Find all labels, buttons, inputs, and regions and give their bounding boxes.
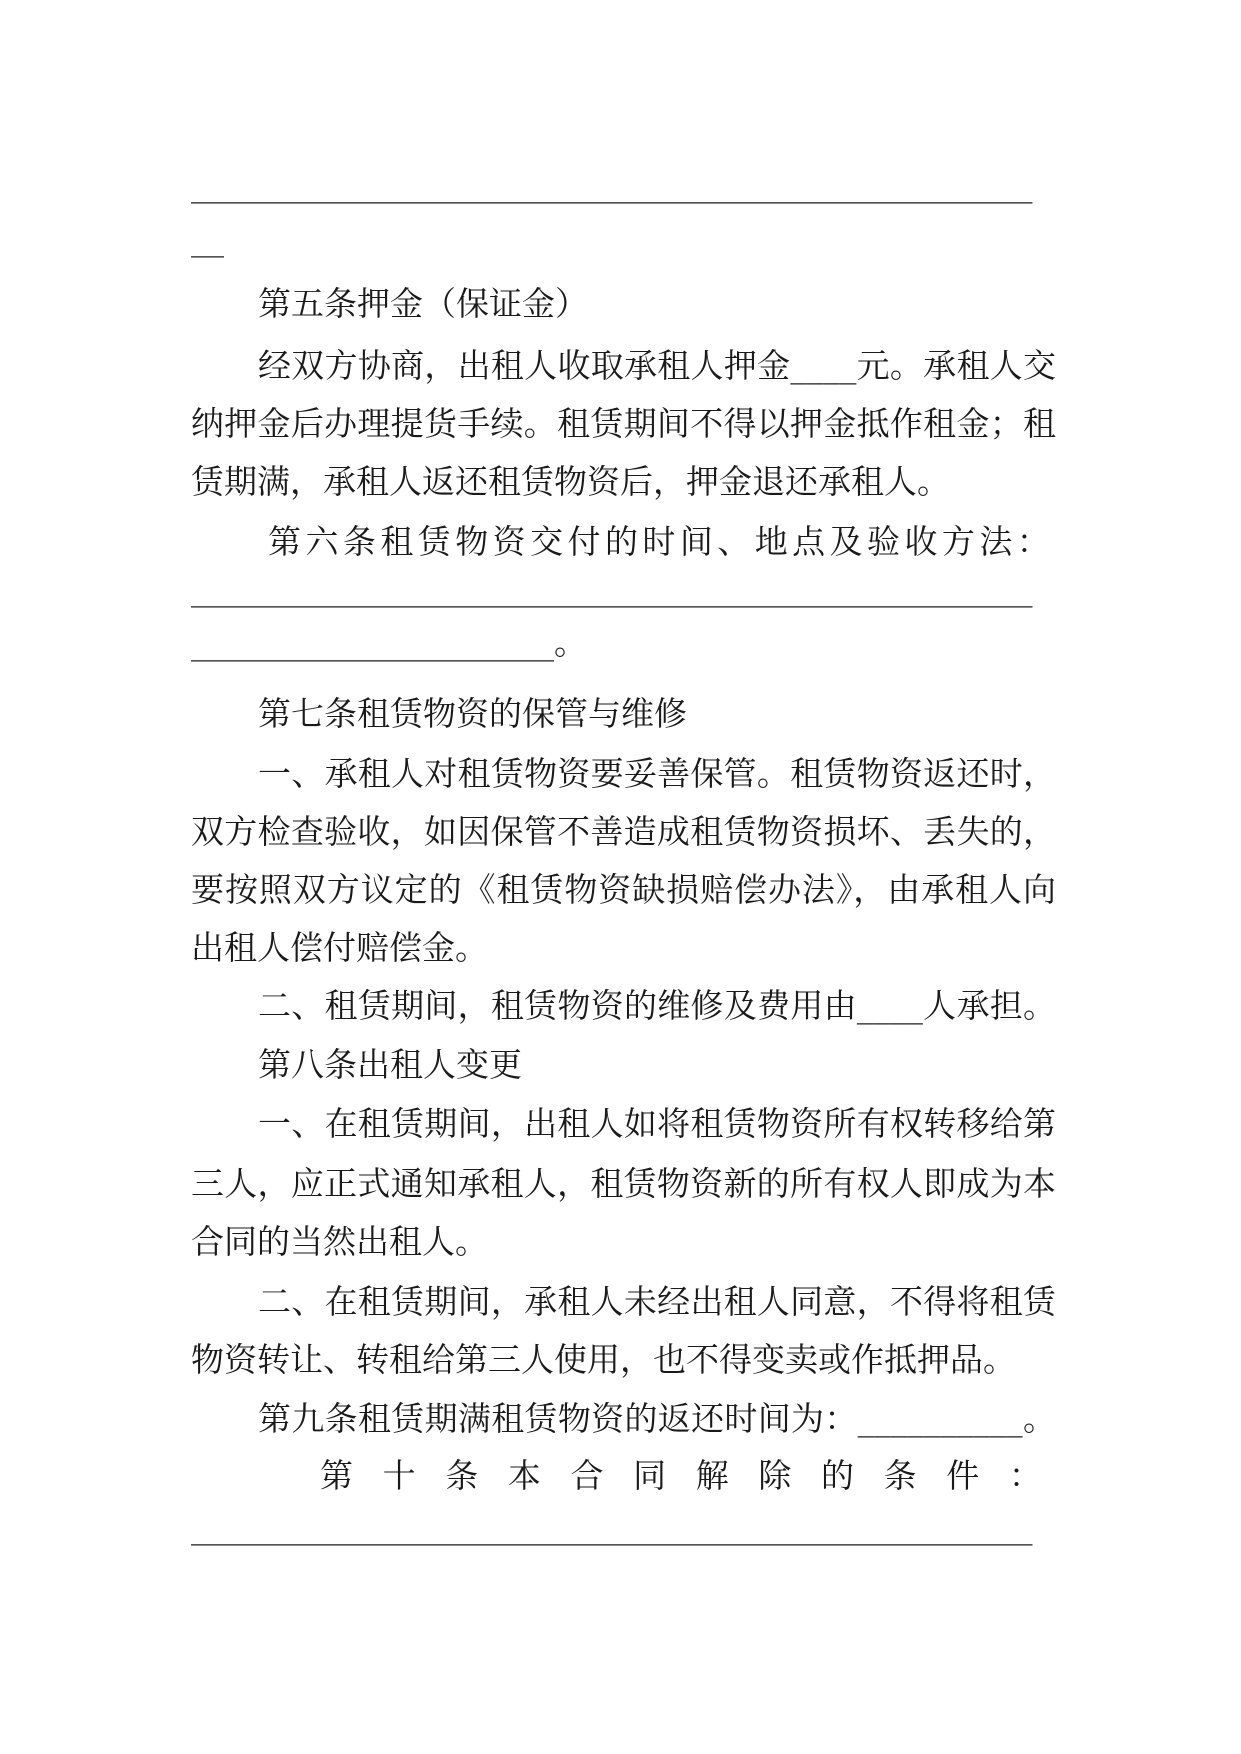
heading-char: 本 [507, 1456, 541, 1495]
heading-char: 物 [455, 522, 489, 561]
article-8-clause-2-line: 二、在租赁期间，承租人未经出租人同意，不得将租赁 [258, 1282, 1056, 1321]
heading-char: 点 [792, 522, 826, 561]
heading-char: 条 [445, 1456, 479, 1495]
heading-char: 验 [867, 522, 900, 561]
article-7-clause-1-line: 要按照双方议定的《租赁物资缺损赔偿办法》，由承租人向 [191, 870, 1056, 909]
heading-char: 的 [604, 522, 638, 561]
heading-char: ： [1008, 1456, 1042, 1495]
article-7-clause-1-line: 出租人偿付赔偿金。 [191, 928, 488, 967]
heading-char: 方 [941, 522, 975, 561]
article-5-heading: 第五条押金（保证金） [258, 284, 588, 323]
heading-char: 交 [530, 522, 564, 561]
article-7-heading: 第七条租赁物资的保管与维修 [258, 694, 687, 733]
heading-char: 第 [268, 522, 301, 561]
heading-char: 收 [904, 522, 938, 561]
heading-char: 的 [821, 1456, 854, 1495]
heading-char: 除 [758, 1456, 792, 1495]
blank-rule-continuation: __ [191, 219, 224, 258]
article-6-blank-tail: ______________________。 [191, 623, 587, 662]
heading-char: ： [1016, 522, 1050, 561]
heading-char: 法 [979, 522, 1013, 561]
article-8-heading: 第八条出租人变更 [258, 1045, 522, 1084]
heading-char: 赁 [417, 522, 451, 561]
article-10-heading [320, 1447, 1042, 1505]
article-5-body-line: 经双方协商，出租人收取承租人押金____元。承租人交 [258, 346, 1056, 385]
article-8-clause-1-line: 一、在租赁期间，出租人如将租赁物资所有权转移给第 [258, 1104, 1056, 1143]
heading-char: 付 [567, 522, 601, 561]
heading-char: 十 [382, 1456, 416, 1495]
heading-char: 条 [883, 1456, 917, 1495]
heading-char: 六 [305, 522, 339, 561]
heading-char: 及 [829, 522, 863, 561]
article-5-body-line: 赁期满，承租人返还租赁物资后，押金退还承租人。 [191, 462, 950, 501]
article-8-clause-1-line: 合同的当然出租人。 [191, 1222, 488, 1261]
article-5-body-line: 纳押金后办理提货手续。租赁期间不得以押金抵作租金；租 [191, 404, 1056, 443]
article-8-clause-1-line: 三人，应正式通知承租人，租赁物资新的所有权人即成为本 [191, 1164, 1056, 1203]
heading-char: 第 [320, 1456, 353, 1495]
article-7-clause-1-line: 一、承租人对租赁物资要妥善保管。租赁物资返还时， [258, 754, 1056, 793]
heading-char: 条 [342, 522, 376, 561]
article-10-blank-rule: ___________________________________________________ [191, 1507, 1033, 1546]
heading-char: 租 [380, 522, 414, 561]
heading-char: 同 [633, 1456, 667, 1495]
heading-char: 、 [717, 522, 751, 561]
heading-char: 时 [642, 522, 676, 561]
article-7-clause-2-line: 二、租赁期间，租赁物资的维修及费用由____人承担。 [258, 986, 1056, 1025]
article-6-blank-rule: ___________________________________________________ [191, 569, 1033, 608]
article-7-clause-1-line: 双方检查验收，如因保管不善造成租赁物资损坏、丢失的， [191, 812, 1056, 851]
article-9-text: 第九条租赁期满租赁物资的返还时间为：__________。 [258, 1399, 1056, 1438]
heading-char: 件 [946, 1456, 980, 1495]
blank-rule: ___________________________________________________ [191, 165, 1033, 204]
heading-char: 资 [492, 522, 526, 561]
heading-char: 间 [679, 522, 713, 561]
heading-char: 解 [695, 1456, 729, 1495]
heading-char: 地 [754, 522, 788, 561]
article-8-clause-2-line: 物资转让、转租给第三人使用，也不得变卖或作抵押品。 [191, 1340, 1016, 1379]
heading-char: 合 [570, 1456, 604, 1495]
